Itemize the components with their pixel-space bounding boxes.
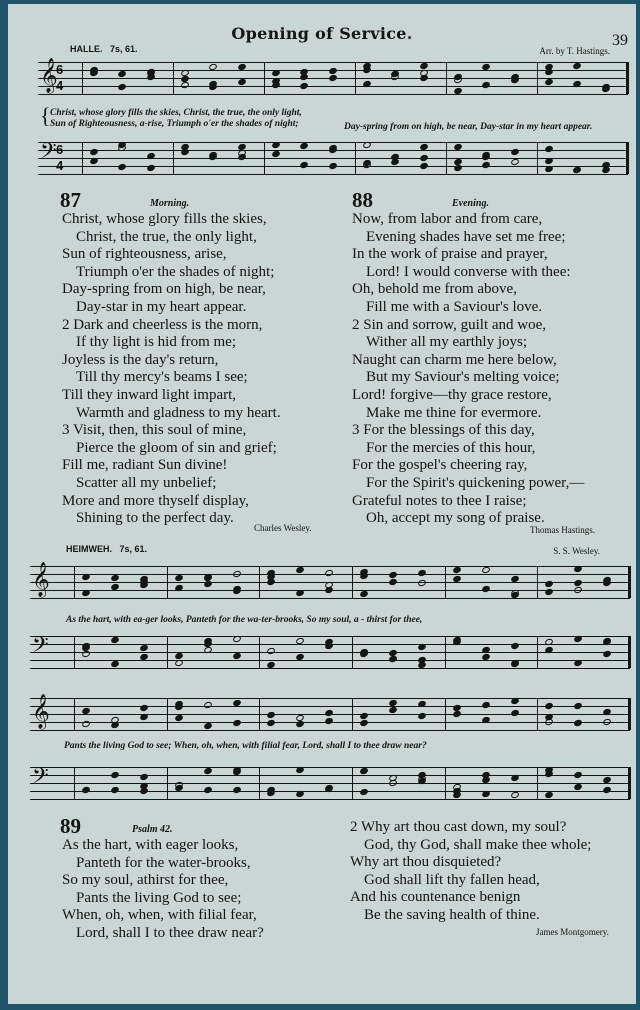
bar-line: [537, 142, 538, 174]
bar-line: [352, 698, 353, 730]
note-head: [295, 790, 305, 798]
note-head: [146, 164, 156, 172]
note-head: [174, 659, 184, 667]
staff-line: [30, 706, 630, 707]
note-head: [602, 650, 612, 658]
note-head: [510, 709, 520, 717]
verse-line: 2 Sin and sorrow, guilt and woe,: [352, 316, 547, 333]
note-head: [328, 162, 338, 170]
staff-line: [30, 598, 630, 599]
note-head: [203, 767, 213, 775]
section-title: Opening of Service.: [231, 24, 413, 43]
note-head: [572, 62, 582, 70]
treble-clef-icon: 𝄞: [40, 58, 58, 93]
verse-line: For the Spirit's quickening power,—: [366, 474, 585, 491]
bar-line: [82, 62, 83, 94]
verse-line: For the gospel's cheering ray,: [352, 457, 528, 474]
verse-line: 3 Visit, then, this soul of mine,: [62, 422, 247, 439]
bass-staff: [30, 633, 630, 668]
verse-line: If thy light is hid from me;: [76, 334, 236, 351]
note-head: [271, 150, 281, 158]
verse-line: Triumph o'er the shades of night;: [76, 263, 275, 280]
bar-line: [74, 767, 75, 799]
note-head: [203, 786, 213, 794]
note-head: [232, 570, 242, 578]
note-head: [110, 786, 120, 794]
note-head: [388, 578, 398, 586]
bar-line: [352, 636, 353, 668]
note-head: [295, 589, 305, 597]
note-head: [232, 786, 242, 794]
verse-line: Why art thou disquieted?: [350, 854, 502, 871]
note-head: [390, 73, 400, 81]
staff-line: [38, 86, 628, 87]
bar-line: [167, 636, 168, 668]
hymn-subtitle: Evening.: [452, 198, 489, 209]
bar-line: [352, 767, 353, 799]
hymn-text: [350, 819, 591, 925]
bass-clef-icon: 𝄢: [40, 139, 57, 169]
note-head: [453, 164, 463, 172]
verse-line: Now, from labor and from care,: [352, 211, 543, 227]
verse-line: Scatter all my unbelief;: [76, 474, 217, 491]
hymn-number: 89: [60, 814, 81, 838]
note-head: [510, 774, 520, 782]
verse-line: As the hart, with eager looks,: [62, 837, 239, 853]
note-head: [139, 773, 149, 781]
verse-line: 2 Why art thou cast down, my soul?: [350, 819, 567, 835]
note-head: [359, 767, 369, 775]
note-head: [453, 76, 463, 84]
verse-line: So my soul, athirst for thee,: [62, 872, 229, 889]
bar-line: [537, 566, 538, 598]
note-head: [388, 779, 398, 787]
bass-staff: [38, 139, 628, 174]
note-head: [237, 78, 247, 86]
hymn-text: [352, 211, 584, 528]
note-head: [544, 145, 554, 153]
staff-line: [30, 775, 630, 776]
note-head: [510, 791, 520, 799]
note-head: [544, 702, 554, 710]
hymn-author: James Montgomery.: [536, 927, 609, 937]
lyric-line: Christ, whose glory fills the skies, Christ, the true, the only light,: [50, 108, 302, 118]
hymnal-page: [8, 4, 636, 1004]
note-head: [117, 83, 127, 91]
note-head: [419, 154, 429, 162]
note-head: [208, 153, 218, 161]
note-head: [203, 722, 213, 730]
note-head: [388, 706, 398, 714]
note-head: [572, 166, 582, 174]
note-head: [481, 81, 491, 89]
verse-line: More and more thyself display,: [62, 492, 249, 509]
note-head: [324, 569, 334, 577]
bar-line: [445, 698, 446, 730]
bar-line: [264, 142, 265, 174]
verse-line: Pierce the gloom of sin and grief;: [76, 439, 277, 456]
note-head: [510, 697, 520, 705]
note-head: [328, 74, 338, 82]
note-head: [417, 569, 427, 577]
note-head: [89, 148, 99, 156]
note-head: [417, 643, 427, 651]
verse-line: God shall lift thy fallen head,: [364, 871, 540, 888]
note-head: [359, 788, 369, 796]
note-head: [139, 704, 149, 712]
verse-line: 2 Dark and cheerless is the morn,: [62, 316, 263, 333]
note-head: [271, 69, 281, 77]
note-head: [295, 566, 305, 574]
note-head: [359, 590, 369, 598]
verse-line: Fill me, radiant Sun divine!: [62, 457, 228, 474]
verse-line: Lord! I would converse with thee:: [366, 263, 571, 280]
staff-line: [38, 174, 628, 175]
note-head: [359, 650, 369, 658]
bar-line: [259, 566, 260, 598]
hymn-subtitle: Morning.: [150, 198, 190, 209]
bar-line: [537, 636, 538, 668]
note-head: [362, 141, 372, 149]
verse-line: Wither all my earthly joys;: [366, 334, 528, 351]
treble-clef-icon: 𝄞: [32, 694, 50, 729]
note-head: [299, 82, 309, 90]
staff-line: [38, 158, 628, 159]
bar-line: [355, 62, 356, 94]
note-head: [232, 719, 242, 727]
verse-line: Christ, whose glory fills the skies,: [62, 211, 267, 227]
staff-line: [30, 767, 630, 768]
note-head: [544, 157, 554, 165]
note-head: [510, 659, 520, 667]
note-head: [139, 713, 149, 721]
note-head: [419, 74, 429, 82]
bar-line: [628, 566, 631, 598]
bar-line: [446, 62, 447, 94]
verse-line: God, thy God, shall make thee whole;: [364, 836, 592, 853]
verse-line: Oh, accept my song of praise.: [366, 510, 545, 527]
note-head: [110, 636, 120, 644]
lyric-line: Sun of Righteousness, a-rise, Triumph o'er the shades of night;: [50, 119, 299, 129]
verse-line: In the work of praise and prayer,: [352, 246, 548, 263]
note-head: [89, 157, 99, 165]
bar-line: [355, 142, 356, 174]
bass-staff: [30, 764, 630, 799]
staff-line: [30, 668, 630, 669]
verse-line: Grateful notes to thee I raise;: [352, 492, 527, 509]
note-head: [573, 635, 583, 643]
bar-line: [173, 62, 174, 94]
note-head: [328, 146, 338, 154]
note-head: [299, 161, 309, 169]
note-head: [544, 580, 554, 588]
note-head: [573, 586, 583, 594]
bar-line: [628, 767, 631, 799]
note-head: [139, 644, 149, 652]
note-head: [174, 574, 184, 582]
bass-clef-icon: 𝄢: [32, 764, 49, 794]
lyric-line: Day-spring from on high, be near, Day-star in my heart appear.: [344, 122, 593, 132]
note-head: [510, 76, 520, 84]
hymn-text: [62, 211, 281, 528]
staff-line: [30, 566, 630, 567]
verse-line: For the mercies of this hour,: [366, 439, 536, 456]
verse-line: Joyless is the day's return,: [62, 351, 219, 368]
staff-line: [38, 94, 628, 95]
bar-line: [626, 142, 629, 174]
lyric-line: Pants the living God to see; When, oh, when, with filial fear, Lord, shall I to thee draw near?: [64, 741, 427, 751]
hymn-number: 87: [60, 188, 81, 212]
note-head: [110, 771, 120, 779]
bar-line: [74, 636, 75, 668]
note-head: [419, 162, 429, 170]
verse-line: But my Saviour's melting voice;: [366, 369, 560, 386]
bar-line: [537, 698, 538, 730]
bass-clef-icon: 𝄢: [32, 633, 49, 663]
bar-line: [445, 767, 446, 799]
verse-bracket: {: [40, 103, 51, 128]
note-head: [203, 701, 213, 709]
verse-line: Shining to the perfect day.: [76, 510, 234, 527]
verse-line: Oh, behold me from above,: [352, 281, 517, 298]
bar-line: [264, 62, 265, 94]
note-head: [602, 579, 612, 587]
note-head: [510, 642, 520, 650]
note-head: [602, 786, 612, 794]
note-head: [544, 588, 554, 596]
note-head: [417, 579, 427, 587]
hymn-author: Charles Wesley.: [254, 523, 312, 533]
note-head: [81, 589, 91, 597]
note-head: [481, 790, 491, 798]
tune-name-halle: HALLE. 7s, 61.: [70, 44, 138, 54]
bar-line: [352, 566, 353, 598]
staff-line: [30, 730, 630, 731]
note-head: [510, 158, 520, 166]
note-head: [544, 68, 554, 76]
note-head: [117, 163, 127, 171]
note-head: [110, 660, 120, 668]
staff-line: [30, 698, 630, 699]
bar-line: [82, 142, 83, 174]
note-head: [481, 701, 491, 709]
note-head: [299, 142, 309, 150]
note-head: [271, 141, 281, 149]
verse-line: Christ, the true, the only light,: [76, 228, 257, 245]
note-head: [573, 719, 583, 727]
note-head: [117, 70, 127, 78]
note-head: [232, 635, 242, 643]
note-head: [417, 712, 427, 720]
verse-line: Make me thine for evermore.: [366, 404, 542, 421]
note-head: [110, 574, 120, 582]
treble-staff: [30, 694, 630, 730]
bar-line: [446, 142, 447, 174]
verse-line: Sun of righteousness, arise,: [62, 246, 227, 263]
note-head: [452, 566, 462, 574]
bar-line: [626, 62, 629, 94]
time-signature: 6 4: [56, 142, 64, 173]
note-head: [359, 719, 369, 727]
verse-line: When, oh, when, with filial fear,: [62, 907, 257, 924]
note-head: [81, 573, 91, 581]
verse-line: Panteth for the water-brooks,: [76, 854, 251, 871]
page-number: 39: [612, 32, 628, 49]
note-head: [324, 717, 334, 725]
note-head: [573, 579, 583, 587]
verse-line: Lord, shall I to thee draw near?: [76, 924, 264, 941]
bar-line: [74, 566, 75, 598]
verse-line: Pants the living God to see;: [76, 889, 242, 906]
staff-line: [30, 660, 630, 661]
verse-line: Day-star in my heart appear.: [76, 298, 247, 315]
bar-line: [74, 698, 75, 730]
tune-composer: S. S. Wesley.: [553, 546, 600, 556]
note-head: [510, 148, 520, 156]
note-head: [266, 719, 276, 727]
note-head: [388, 655, 398, 663]
tune-name-heimweh: HEIMWEH. 7s, 61.: [66, 544, 148, 554]
tune-arranger: Arr. by T. Hastings.: [539, 46, 610, 56]
treble-staff: [38, 58, 628, 94]
note-head: [481, 161, 491, 169]
verse-line: Evening shades have set me free;: [366, 228, 566, 245]
verse-line: Till thy mercy's beams I see;: [76, 369, 248, 386]
staff-line: [38, 142, 628, 143]
note-head: [481, 566, 491, 574]
note-head: [573, 771, 583, 779]
note-head: [573, 565, 583, 573]
lyric-line: As the hart, with ea-ger looks, Panteth for the wa-ter-brooks, So my soul, a - thirst for thee,: [66, 615, 423, 625]
verse-line: Till they inward light impart,: [62, 386, 237, 403]
note-head: [203, 580, 213, 588]
note-head: [359, 572, 369, 580]
bar-line: [537, 767, 538, 799]
treble-staff: [30, 562, 630, 598]
bar-line: [259, 767, 260, 799]
note-head: [573, 659, 583, 667]
note-head: [544, 78, 554, 86]
bar-line: [628, 636, 631, 668]
note-head: [324, 642, 334, 650]
verse-line: Be the saving health of thine.: [364, 906, 540, 923]
note-head: [266, 789, 276, 797]
bar-line: [167, 566, 168, 598]
note-head: [295, 766, 305, 774]
treble-clef-icon: 𝄞: [32, 562, 50, 597]
note-head: [544, 718, 554, 726]
note-head: [573, 702, 583, 710]
note-head: [324, 709, 334, 717]
hymn-number: 88: [352, 188, 373, 212]
staff-line: [30, 799, 630, 800]
verse-line: And his countenance benign: [350, 889, 521, 906]
note-head: [602, 718, 612, 726]
bar-line: [259, 636, 260, 668]
verse-line: Day-spring from on high, be near,: [62, 281, 266, 298]
note-head: [81, 720, 91, 728]
bar-line: [445, 636, 446, 668]
hymn-author: Thomas Hastings.: [530, 525, 595, 535]
note-head: [544, 791, 554, 799]
bar-line: [628, 698, 631, 730]
verse-line: Lord! forgive—thy grace restore,: [352, 386, 552, 403]
bar-line: [167, 767, 168, 799]
note-head: [266, 711, 276, 719]
hymn-text: [62, 837, 264, 943]
staff-line: [38, 62, 628, 63]
note-head: [174, 714, 184, 722]
bar-line: [259, 698, 260, 730]
note-head: [573, 783, 583, 791]
note-head: [544, 165, 554, 173]
bar-line: [173, 142, 174, 174]
note-head: [324, 586, 334, 594]
note-head: [232, 652, 242, 660]
staff-line: [30, 636, 630, 637]
verse-line: 3 For the blessings of this day,: [352, 422, 535, 439]
note-head: [81, 786, 91, 794]
hymn-subtitle: Psalm 42.: [132, 824, 173, 835]
bar-line: [167, 698, 168, 730]
verse-line: Naught can charm me here below,: [352, 351, 557, 368]
bar-line: [537, 62, 538, 94]
note-head: [208, 83, 218, 91]
verse-line: Warmth and gladness to my heart.: [76, 404, 281, 421]
note-head: [266, 647, 276, 655]
bar-line: [445, 566, 446, 598]
staff-line: [30, 652, 630, 653]
time-signature: 6 4: [56, 62, 64, 93]
note-head: [481, 585, 491, 593]
verse-line: Fill me with a Saviour's love.: [366, 298, 543, 315]
note-head: [174, 703, 184, 711]
